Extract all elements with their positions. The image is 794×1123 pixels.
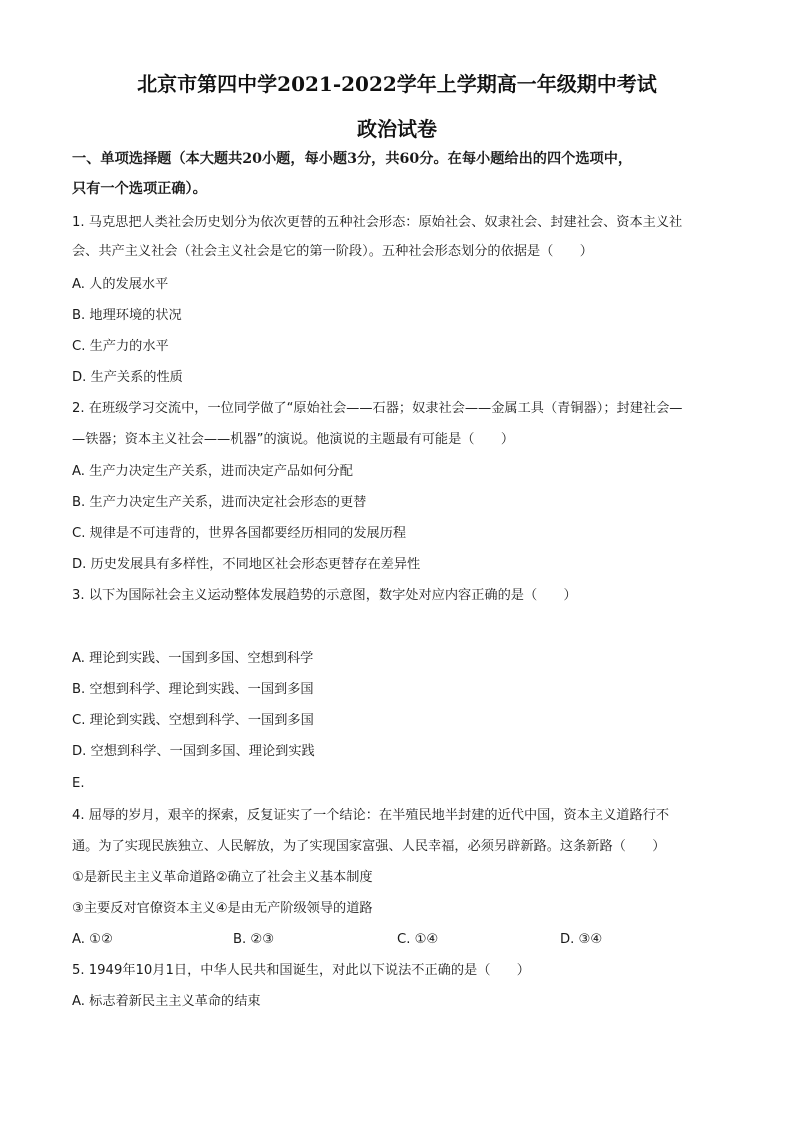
q4-option-c: C. ①④ <box>397 932 439 947</box>
q4-option-d: D. ③④ <box>560 932 603 947</box>
q2-option-c: C. 规律是不可违背的，世界各国都要经历相同的发展历程 <box>72 526 407 541</box>
q1-option-c: C. 生产力的水平 <box>72 339 169 354</box>
q2-stem: 2. 在班级学习交流中，一位同学做了“原始社会——石器；奴隶社会——金属工具（青铜器）；封建社会— <box>72 401 683 416</box>
q4-statement-1: ①是新民主主义革命道路②确立了社会主义基本制度 <box>72 870 373 885</box>
q5-stem: 5. 1949年10月1日，中华人民共和国诞生，对此以下说法不正确的是（ ） <box>72 963 530 978</box>
q4-option-a: A. ①② <box>72 932 113 947</box>
q3-option-d: D. 空想到科学、一国到多国、理论到实践 <box>72 744 315 759</box>
q2-option-a: A. 生产力决定生产关系，进而决定产品如何分配 <box>72 464 353 479</box>
q4-statement-2: ③主要反对官僚资本主义④是由无产阶级领导的道路 <box>72 901 373 916</box>
q1-stem: 1. 马克思把人类社会历史划分为依次更替的五种社会形态：原始社会、奴隶社会、封建社会、资本主义社 <box>72 215 683 230</box>
exam-title: 北京市第四中学2021-2022学年上学期高一年级期中考试 <box>137 72 657 96</box>
q2-option-d: D. 历史发展具有多样性，不同地区社会形态更替存在差异性 <box>72 557 421 572</box>
q1-option-a: A. 人的发展水平 <box>72 277 169 292</box>
q2-option-b: B. 生产力决定生产关系，进而决定社会形态的更替 <box>72 495 367 510</box>
q1-option-d: D. 生产关系的性质 <box>72 370 183 385</box>
q4-stem: 4. 屈辱的岁月，艰辛的探索，反复证实了一个结论：在半殖民地半封建的近代中国，资本主义道路行不 <box>72 808 670 823</box>
q4-option-b: B. ②③ <box>233 932 275 947</box>
q3-stem: 3. 以下为国际社会主义运动整体发展趋势的示意图，数字处对应内容正确的是（ ） <box>72 588 577 603</box>
q4-stem-cont: 通。为了实现民族独立、人民解放，为了实现国家富强、人民幸福，必须另辟新路。这条新路（ ） <box>72 839 666 854</box>
section-heading-cont: 只有一个选项正确）。 <box>72 181 207 197</box>
q3-option-b: B. 空想到科学、理论到实践、一国到多国 <box>72 682 314 697</box>
q3-option-e: E. <box>72 776 85 791</box>
q3-option-a: A. 理论到实践、一国到多国、空想到科学 <box>72 651 314 666</box>
q5-option-a: A. 标志着新民主主义革命的结束 <box>72 994 261 1009</box>
section-heading: 一、单项选择题（本大题共20小题，每小题3分，共60分。在每小题给出的四个选项中， <box>72 151 633 167</box>
q3-option-c: C. 理论到实践、空想到科学、一国到多国 <box>72 713 314 728</box>
q1-option-b: B. 地理环境的状况 <box>72 308 182 323</box>
exam-subtitle: 政治试卷 <box>357 117 437 141</box>
q2-stem-cont: —铁器；资本主义社会——机器”的演说。他演说的主题最有可能是（ ） <box>72 432 515 447</box>
q1-stem-cont: 会、共产主义社会（社会主义社会是它的第一阶段）。五种社会形态划分的依据是（ ） <box>72 244 593 259</box>
